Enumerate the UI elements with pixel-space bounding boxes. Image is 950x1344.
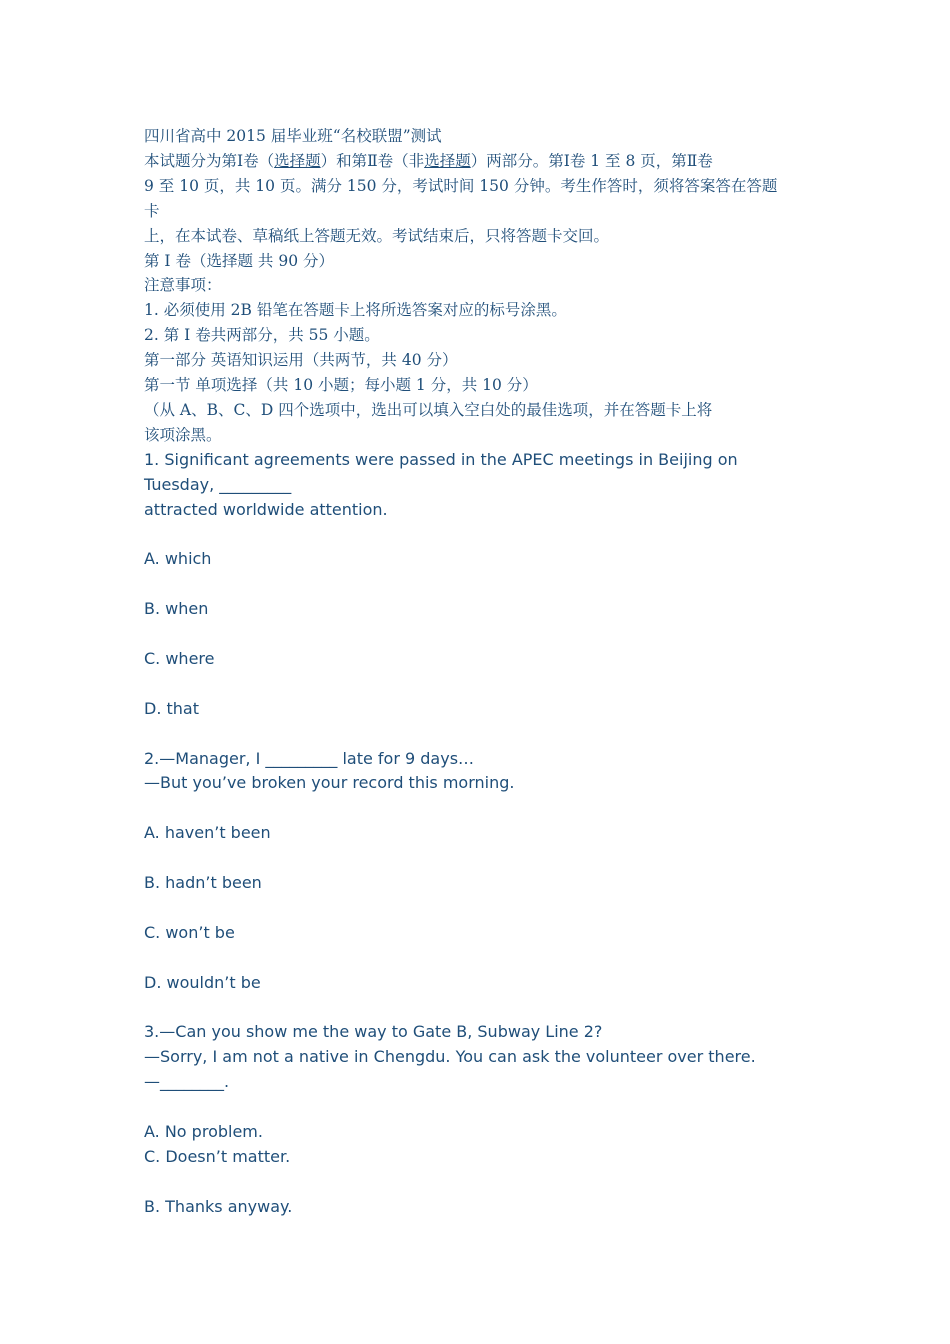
question-1-stem-line-2: Tuesday, _________ bbox=[144, 474, 292, 494]
intro-line-3: 卡 bbox=[144, 201, 160, 220]
question-1-stem-line-3: attracted worldwide attention. bbox=[144, 499, 388, 519]
spacer bbox=[144, 672, 814, 697]
intro-link-non-multiple-choice[interactable]: 选择题 bbox=[424, 151, 471, 170]
question-1-stem-line-1: 1. Significant agreements were passed in the APEC meetings in Beijing on bbox=[144, 449, 738, 469]
spacer bbox=[144, 1095, 814, 1120]
instruction-line-2: 该项涂黑。 bbox=[144, 425, 222, 444]
question-3-option-a: A. No problem. bbox=[144, 1122, 263, 1142]
spacer bbox=[144, 896, 814, 921]
spacer bbox=[144, 622, 814, 647]
question-2-option-d: D. wouldn’t be bbox=[144, 972, 261, 992]
question-1-option-a: A. which bbox=[144, 549, 212, 569]
page-title: 四川省高中 2015 届毕业班“名校联盟”测试 bbox=[144, 127, 442, 145]
question-2-stem-line-1: 2.—Manager, I _________ late for 9 days… bbox=[144, 748, 475, 768]
spacer bbox=[144, 722, 814, 747]
question-2-stem-line-2: —But you’ve broken your record this morning. bbox=[144, 773, 515, 793]
intro-link-multiple-choice[interactable]: 选择题 bbox=[274, 151, 321, 170]
question-3-option-b: B. Thanks anyway. bbox=[144, 1196, 293, 1216]
instruction-line-1: （从 A、B、C、D 四个选项中，选出可以填入空白处的最佳选项，并在答题卡上将 bbox=[144, 400, 713, 419]
spacer bbox=[144, 796, 814, 821]
intro-text-b: ）和第Ⅱ卷（非 bbox=[320, 151, 425, 170]
section-title: 第一部分 英语知识运用（共两节，共 40 分） bbox=[144, 351, 458, 370]
intro-line-4: 上，在本试卷、草稿纸上答题无效。考试结束后，只将答题卡交回。 bbox=[144, 226, 610, 245]
spacer bbox=[144, 1170, 814, 1195]
spacer bbox=[144, 946, 814, 971]
question-2-option-c: C. won’t be bbox=[144, 922, 235, 942]
question-3-stem-line-2: —Sorry, I am not a native in Chengdu. You can ask the volunteer over there. bbox=[144, 1047, 756, 1067]
question-3-stem-line-3: —________. bbox=[144, 1072, 230, 1092]
notes-title: 注意事项： bbox=[144, 276, 222, 295]
spacer bbox=[144, 523, 814, 548]
subsection-title: 第一节 单项选择（共 10 小题；每小题 1 分，共 10 分） bbox=[144, 376, 538, 395]
question-3-stem-line-1: 3.—Can you show me the way to Gate B, Subway Line 2? bbox=[144, 1022, 603, 1042]
spacer bbox=[144, 572, 814, 597]
intro-line-1 bbox=[144, 149, 814, 174]
document-body bbox=[144, 124, 814, 1220]
intro-text-a: 本试题分为第Ⅰ卷（ bbox=[144, 151, 275, 170]
question-1-option-c: C. where bbox=[144, 648, 215, 668]
question-2-option-b: B. hadn’t been bbox=[144, 873, 262, 893]
question-2-option-a: A. haven’t been bbox=[144, 823, 271, 843]
note-1: 1. 必须使用 2B 铅笔在答题卡上将所选答案对应的标号涂黑。 bbox=[144, 301, 567, 320]
part1-heading: 第 I 卷（选择题 共 90 分） bbox=[144, 251, 334, 270]
spacer bbox=[144, 996, 814, 1021]
intro-text-c: ）两部分。第Ⅰ卷 1 至 8 页，第Ⅱ卷 bbox=[470, 151, 713, 170]
intro-line-2: 9 至 10 页，共 10 页。满分 150 分，考试时间 150 分钟。考生作答时，须将答案答在答题 bbox=[144, 176, 778, 195]
question-1-option-b: B. when bbox=[144, 599, 209, 619]
question-1-option-d: D. that bbox=[144, 698, 199, 718]
question-3-option-c: C. Doesn’t matter. bbox=[144, 1146, 291, 1166]
note-2: 2. 第 I 卷共两部分，共 55 小题。 bbox=[144, 326, 380, 345]
spacer bbox=[144, 846, 814, 871]
